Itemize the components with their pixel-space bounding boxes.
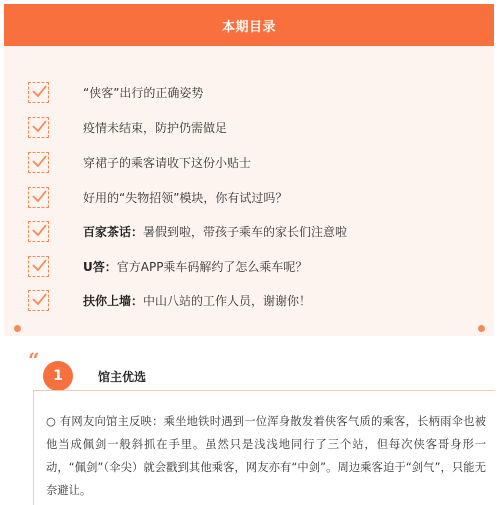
- toc-header: 本期目录: [4, 4, 494, 46]
- checkbox-checked-icon: [28, 187, 49, 208]
- decor-dot-right: [478, 325, 485, 332]
- toc-item-text: 疫情未结束，防护仍需做足: [83, 120, 228, 135]
- checkbox-checked-icon: [28, 256, 49, 277]
- decor-dot-left: [14, 325, 21, 332]
- section-side-rule: [33, 390, 34, 505]
- toc-item-text: 好用的“失物招领”模块，你有试过吗？: [83, 190, 288, 205]
- checkbox-checked-icon: [28, 221, 49, 242]
- checkbox-checked-icon: [28, 152, 49, 173]
- toc-item-text: U答：官方APP乘车码解约了怎么乘车呢？: [83, 259, 308, 274]
- section-title: 馆主优选: [98, 370, 147, 384]
- section-number-badge: 1: [43, 361, 73, 391]
- toc-item[interactable]: [28, 116, 227, 138]
- checkbox-checked-icon: [28, 82, 49, 103]
- checkbox-checked-icon: [28, 290, 49, 311]
- toc-item-text: “侠客”出行的正确姿势: [83, 85, 204, 100]
- toc-item-text: 扶你上墙：中山八站的工作人员，谢谢你！: [83, 293, 312, 308]
- toc-item-text: 百家茶话：暑假到啦，带孩子乘车的家长们注意啦: [83, 224, 348, 239]
- toc-item[interactable]: [28, 220, 347, 242]
- checkbox-checked-icon: [28, 117, 49, 138]
- toc-item[interactable]: [28, 255, 307, 277]
- section-body-text: ○ 有网友向馆主反映：乘坐地铁时遇到一位浑身散发着侠客气质的乘客，长柄雨伞也被他当成佩剑一般斜抓在手里。虽然只是浅浅地同行了三个站，但每次侠客哥身形一动，“佩剑”（伞尖）就会戳到其他乘客，网友亦有“中剑”。周边乘客迫于“剑气”，只能无奈避让。: [46, 415, 486, 497]
- toc-item[interactable]: [28, 186, 287, 208]
- toc-item[interactable]: [28, 81, 203, 103]
- toc-item[interactable]: [28, 289, 311, 311]
- toc-card: [4, 4, 494, 336]
- section-divider: [33, 390, 495, 391]
- toc-item-text: 穿裙子的乘客请收下这份小贴士: [83, 155, 252, 170]
- quote-mark-icon: “: [28, 348, 37, 372]
- toc-item[interactable]: [28, 151, 251, 173]
